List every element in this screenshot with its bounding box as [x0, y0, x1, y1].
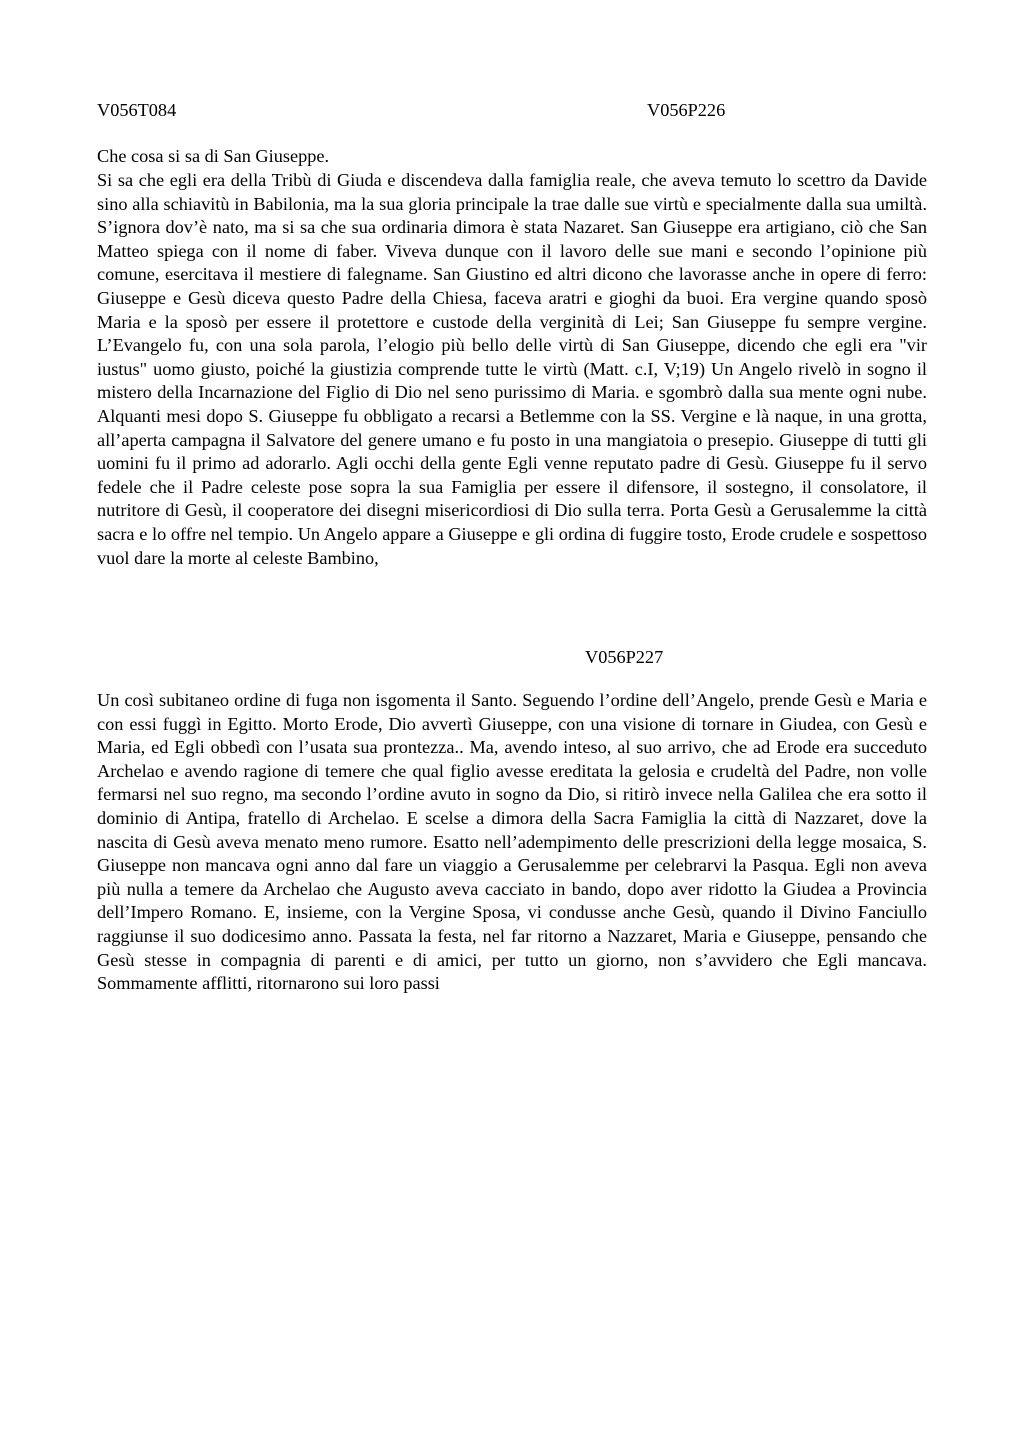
body-paragraph-2: Un così subitaneo ordine di fuga non isgomenta il Santo. Seguendo l’ordine dell’Angelo, prende Gesù e Maria e con essi fuggì in Egitto. Morto Erode, Dio avvertì Giuseppe, con una visione di tornare in Giudea, con Gesù e Maria, ed Egli obbedì con l’usata sua prontezza.. Ma, avendo inteso, al suo arrivo, che ad Erode era succeduto Archelao e avendo ragione di temere che qual figlio avesse ereditata la gelosia e crudeltà del Padre, non volle fermarsi nel suo regno, ma secondo l’ordine avuto in sogno da Dio, si ritirò invece nella Galilea che era sotto il dominio di Antipa, fratello di Archelao. E scelse a dimora della Sacra Famiglia la città di Nazzaret, dove la nascita di Gesù aveva menato meno rumore. Esatto nell’adempimento delle prescrizioni della legge mosaica, S. Giuseppe non mancava ogni anno dal fare un viaggio a Gerusalemme per celebrarvi la Pasqua. Egli non aveva più nulla a temere da Archelao che Augusto aveva cacciato in bando, dopo aver ridotto la Giudea a Provincia dell’Impero Romano. E, insieme, con la Vergine Sposa, vi condusse anche Gesù, quando il Divino Fanciullo raggiunse il suo dodicesimo anno. Passata la festa, nel far ritorno a Nazzaret, Maria e Giuseppe, pensando che Gesù stesse in compagnia di parenti e di amici, per tutto un giorno, non s’avvidero che Egli mancava. Sommamente afflitti, ritornarono sui loro passi [97, 690, 927, 994]
body-paragraph-1: Si sa che egli era della Tribù di Giuda e discendeva dalla famiglia reale, che aveva temuto lo scettro da Davide sino alla schiavitù in Babilonia, ma la sua gloria principale la trae dalle sue virtù e specialmente dalla sua umiltà. S’ignora dov’è nato, ma si sa che sua ordinaria dimora è stata Nazaret. San Giuseppe era artigiano, ciò che San Matteo spiega con il nome di faber. Viveva dunque con il lavoro delle sue mani e secondo l’opinione più comune, esercitava il mestiere di falegname. San Giustino ed altri dicono che lavorasse anche in opere di ferro: Giuseppe e Gesù diceva questo Padre della Chiesa, faceva aratri e gioghi da buoi. Era vergine quando sposò Maria e la sposò per essere il protettore e custode della verginità di Lei; San Giuseppe fu sempre vergine. L’Evangelo fu, con una sola parola, l’elogio più bello delle virtù di San Giuseppe, dicendo che egli era "vir iustus" uomo giusto, poiché la giustizia comprende tutte le virtù (Matt. c.I, V;19) Un Angelo rivelò in sogno il mistero della Incarnazione del Figlio di Dio nel seno purissimo di Maria. e sgombrò dalla sua mente ogni nube. Alquanti mesi dopo S. Giuseppe fu obbligato a recarsi a Betlemme con la SS. Vergine e là naque, in una grotta, all’aperta campagna il Salvatore del genere umano e fu posto in una mangiatoia o presepio. Giuseppe di tutti gli uomini fu il primo ad adorarlo. Agli occhi della gente Egli venne reputato padre di Gesù. Giuseppe fu il servo fedele che il Padre celeste pose sopra la sua Famiglia per essere il difensore, il sostegno, il consolatore, il nutritore di Gesù, il cooperatore dei disegni misericordiosi di Dio sulla terra. Porta Gesù a Gerusalemme la città sacra e lo offre nel tempio. Un Angelo appare a Giuseppe e gli ordina di fuggire tosto, Erode crudele e sospettoso vuol dare la morte al celeste Bambino, [97, 170, 927, 568]
page-code: V056P226 [647, 100, 726, 120]
document-code: V056T084 [97, 100, 177, 120]
page-header [97, 97, 927, 123]
page-marker: V056P227 [585, 647, 664, 667]
section-title: Che cosa si sa di San Giuseppe. [97, 146, 330, 166]
